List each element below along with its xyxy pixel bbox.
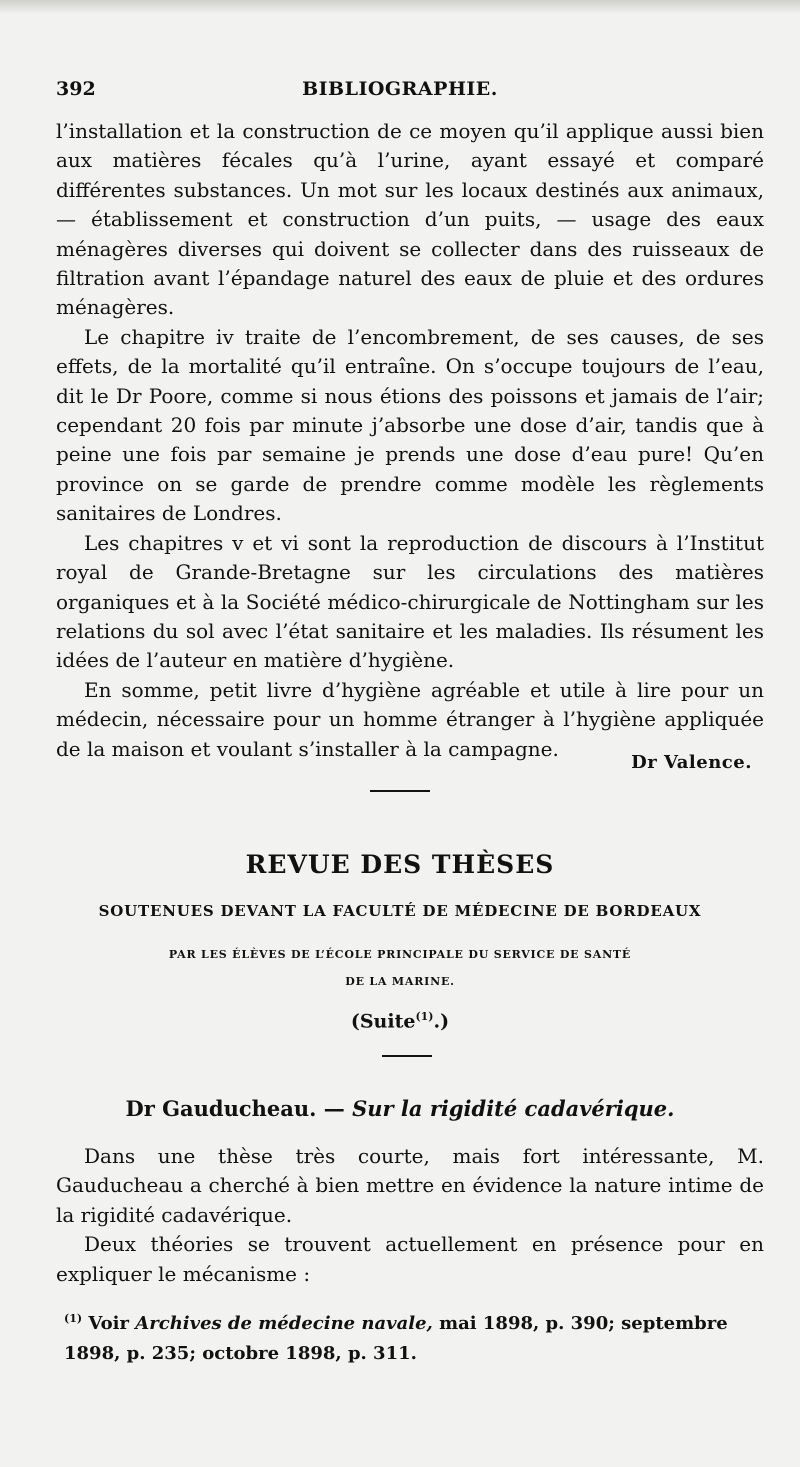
footnote-journal: Archives de médecine navale, <box>135 1313 433 1334</box>
page-number: 392 <box>56 78 96 100</box>
section-subtitle-3: DE LA MARINE. <box>345 975 455 988</box>
suite-text: (Suite <box>350 1010 416 1033</box>
footnote-marker: (1) <box>64 1312 83 1325</box>
footnote-text: mai 1898, p. 390; septembre 1898, p. 235; octobre 1898, p. 311. <box>64 1313 728 1364</box>
suite-label <box>0 1010 800 1032</box>
paragraph-conclusion: En somme, petit livre d’hygiène agréable et utile à lire pour un médecin, nécessaire pour un homme étranger à l’hygiène appliquée de la maison et voulant s’installer à la campagne. <box>56 677 764 761</box>
article-title: Sur la rigidité cadavérique. <box>352 1096 675 1121</box>
article-paragraph-1: Dans une thèse très courte, mais fort intéressante, M. Gauducheau a cherché à bien mettre en évidence la nature intime de la rigidité cadavérique. <box>56 1144 764 1227</box>
divider-rule <box>370 790 430 792</box>
scan-top-edge <box>0 0 800 14</box>
article-body <box>56 1142 764 1289</box>
page-header <box>56 78 744 102</box>
suite-footnote-marker: (1) <box>415 1010 434 1023</box>
paragraph-chapters-v-vi: Les chapitres v et vi sont la reproduction de discours à l’Institut royal de Grande-Bretagne sur les circulations des matières organiques et à la Société médico-chirurgicale de Nottingham sur les relations du sol avec l’état sanitaire et les maladies. Ils résument les idées de l’auteur en matière d’hygiène. <box>56 530 764 673</box>
paragraph-chapter-iv: Le chapitre iv traite de l’encombrement, de ses causes, de ses effets, de la mortalité qu’il entraîne. On s’occupe toujours de l’eau, dit le Dr Poore, comme si nous étions des poissons et jamais de l’air; cependant 20 fois par minute j’absorbe une dose d’air, tandis que à peine une fois par semaine je prends une dose d’eau pure! Qu’en province on se garde de prendre comme modèle les règlements sanitaires de Londres. <box>56 324 764 526</box>
article-heading <box>0 1096 800 1121</box>
article-paragraph-2: Deux théories se trouvent actuellement en présence pour en expliquer le mécanisme : <box>56 1232 764 1286</box>
footnote-lead: Voir <box>88 1313 129 1334</box>
section-subtitle-2: PAR LES ÉLÈVES DE L’ÉCOLE PRINCIPALE DU SERVICE DE SANTÉ <box>168 948 632 961</box>
paragraph-continuation: l’installation et la construction de ce moyen qu’il applique aussi bien aux matières fécales qu’à l’urine, ayant essayé et comparé différentes substances. Un mot sur les locaux destinés aux animaux, — établissement et construction d’un puits, — usage des eaux ménagères diverses qui doivent se collecter dans des ruisseaux de filtration avant l’épandage naturel des eaux de pluie et des ordures ménagères. <box>56 119 764 320</box>
divider-rule-2 <box>382 1055 432 1057</box>
section-title: REVUE DES THÈSES <box>245 850 555 879</box>
review-body <box>56 117 764 764</box>
section-subtitle-1: SOUTENUES DEVANT LA FACULTÉ DE MÉDECINE DE BORDEAUX <box>98 902 702 920</box>
article-author: Dr Gauducheau. — <box>125 1096 345 1121</box>
running-title: BIBLIOGRAPHIE. <box>302 78 498 100</box>
suite-close: .) <box>433 1010 450 1033</box>
signature: Dr Valence. <box>631 752 752 773</box>
footnote <box>64 1304 764 1369</box>
